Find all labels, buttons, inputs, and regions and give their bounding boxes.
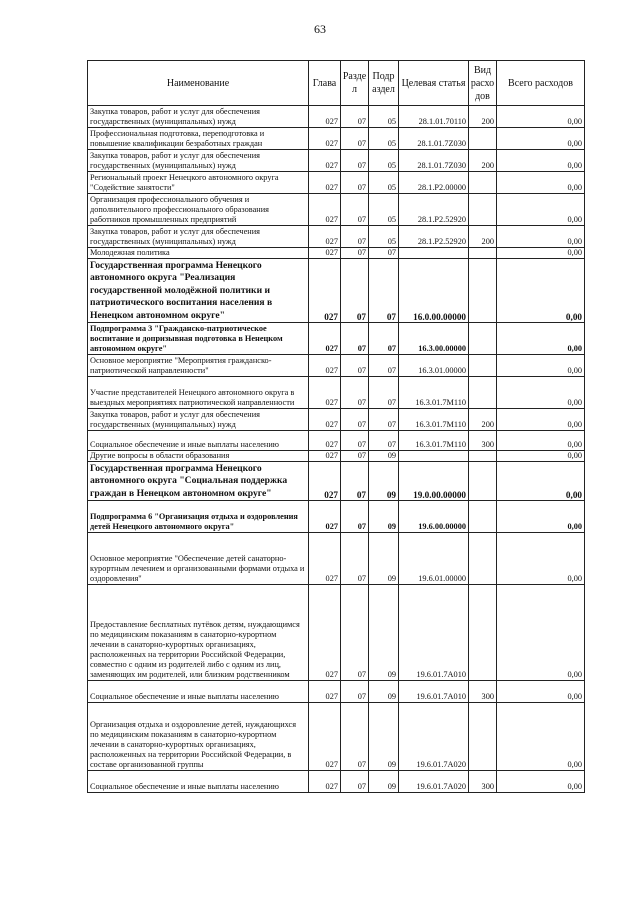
row-chapter: 027 xyxy=(309,150,341,172)
row-subsection: 07 xyxy=(369,431,399,451)
row-section: 07 xyxy=(341,501,369,533)
header-section: Разде л xyxy=(341,61,369,106)
row-name: Другие вопросы в области образования xyxy=(88,451,309,462)
row-target-article: 16.3.01.00000 xyxy=(399,355,469,377)
row-chapter: 027 xyxy=(309,462,341,501)
row-section: 07 xyxy=(341,703,369,771)
row-section: 07 xyxy=(341,771,369,793)
table-row xyxy=(88,355,585,377)
row-chapter: 027 xyxy=(309,703,341,771)
row-chapter: 027 xyxy=(309,323,341,355)
row-target-article: 19.6.01.7A010 xyxy=(399,681,469,703)
row-subsection: 09 xyxy=(369,462,399,501)
row-name: Региональный проект Ненецкого автономного округа "Содействие занятости" xyxy=(88,172,309,194)
row-section: 07 xyxy=(341,259,369,323)
row-section: 07 xyxy=(341,106,369,128)
header-chapter: Глава xyxy=(309,61,341,106)
row-expense-type xyxy=(469,451,497,462)
row-section: 07 xyxy=(341,194,369,226)
row-name: Основное мероприятие "Обеспечение детей санаторно-курортным лечением и организованными формами отдыха и оздоровления" xyxy=(88,533,309,585)
row-target-article: 28.1.P2.00000 xyxy=(399,172,469,194)
row-subsection: 05 xyxy=(369,172,399,194)
row-total: 0,00 xyxy=(497,533,585,585)
row-expense-type xyxy=(469,501,497,533)
row-subsection: 05 xyxy=(369,128,399,150)
row-subsection: 07 xyxy=(369,248,399,259)
row-chapter: 027 xyxy=(309,501,341,533)
row-expense-type xyxy=(469,172,497,194)
table-row xyxy=(88,501,585,533)
row-total: 0,00 xyxy=(497,248,585,259)
table-row xyxy=(88,771,585,793)
row-subsection: 07 xyxy=(369,323,399,355)
row-expense-type xyxy=(469,259,497,323)
row-expense-type xyxy=(469,585,497,681)
table-row xyxy=(88,150,585,172)
row-chapter: 027 xyxy=(309,451,341,462)
row-chapter: 027 xyxy=(309,226,341,248)
row-expense-type: 200 xyxy=(469,150,497,172)
row-total: 0,00 xyxy=(497,172,585,194)
row-expense-type: 300 xyxy=(469,771,497,793)
row-subsection: 05 xyxy=(369,106,399,128)
row-section: 07 xyxy=(341,172,369,194)
table-row xyxy=(88,259,585,323)
table-row xyxy=(88,462,585,501)
row-name: Предоставление бесплатных путёвок детям, нуждающимся по медицинским показаниям в санаторно-курортном лечении в санаторно-курортных организациях, расположенных на территории Российской Федерации, совместно с одним из родителей либо с одним из лиц, заменяющих им родителей, или близким родственником xyxy=(88,585,309,681)
row-total: 0,00 xyxy=(497,409,585,431)
row-total: 0,00 xyxy=(497,451,585,462)
row-target-article: 28.1.P2.52920 xyxy=(399,226,469,248)
row-chapter: 027 xyxy=(309,771,341,793)
row-target-article: 16.3.01.7M110 xyxy=(399,409,469,431)
row-chapter: 027 xyxy=(309,681,341,703)
row-name: Социальное обеспечение и иные выплаты населению xyxy=(88,681,309,703)
row-chapter: 027 xyxy=(309,172,341,194)
row-name: Государственная программа Ненецкого автономного округа "Социальная поддержка граждан в Ненецком автономном округе" xyxy=(88,462,309,501)
row-subsection: 09 xyxy=(369,501,399,533)
row-chapter: 027 xyxy=(309,128,341,150)
table-row xyxy=(88,409,585,431)
row-section: 07 xyxy=(341,681,369,703)
row-section: 07 xyxy=(341,150,369,172)
table-row xyxy=(88,431,585,451)
row-target-article: 19.6.00.00000 xyxy=(399,501,469,533)
row-total: 0,00 xyxy=(497,355,585,377)
row-expense-type xyxy=(469,323,497,355)
row-section: 07 xyxy=(341,585,369,681)
row-total: 0,00 xyxy=(497,501,585,533)
table-row xyxy=(88,323,585,355)
row-total: 0,00 xyxy=(497,259,585,323)
row-name: Молодежная политика xyxy=(88,248,309,259)
row-section: 07 xyxy=(341,409,369,431)
row-subsection: 09 xyxy=(369,771,399,793)
row-target-article: 19.6.01.7A020 xyxy=(399,703,469,771)
row-target-article: 19.0.00.00000 xyxy=(399,462,469,501)
header-subsection: Подр аздел xyxy=(369,61,399,106)
table-row xyxy=(88,585,585,681)
table-header-row xyxy=(88,61,585,106)
row-name: Профессиональная подготовка, переподготовка и повышение квалификации безработных граждан xyxy=(88,128,309,150)
row-name: Организация профессионального обучения и дополнительного профессионального образования работников промышленных предприятий xyxy=(88,194,309,226)
header-expense-type: Вид расхо дов xyxy=(469,61,497,106)
row-target-article: 16.3.00.00000 xyxy=(399,323,469,355)
row-name: Подпрограмма 6 "Организация отдыха и оздоровления детей Ненецкого автономного округа" xyxy=(88,501,309,533)
row-target-article: 19.6.01.7A020 xyxy=(399,771,469,793)
table-row xyxy=(88,377,585,409)
row-total: 0,00 xyxy=(497,106,585,128)
row-subsection: 05 xyxy=(369,150,399,172)
row-name: Государственная программа Ненецкого автономного округа "Реализация государственной молодёжной политики и патриотического воспитания населения в Ненецком автономном округе" xyxy=(88,259,309,323)
row-target-article: 28.1.01.7Z030 xyxy=(399,128,469,150)
row-total: 0,00 xyxy=(497,462,585,501)
page-number: 63 xyxy=(314,22,326,36)
row-total: 0,00 xyxy=(497,150,585,172)
table-row xyxy=(88,248,585,259)
row-subsection: 09 xyxy=(369,585,399,681)
row-chapter: 027 xyxy=(309,533,341,585)
row-subsection: 05 xyxy=(369,194,399,226)
row-total: 0,00 xyxy=(497,226,585,248)
row-name: Закупка товаров, работ и услуг для обеспечения государственных (муниципальных) нужд xyxy=(88,226,309,248)
row-expense-type: 300 xyxy=(469,431,497,451)
row-chapter: 027 xyxy=(309,377,341,409)
row-chapter: 027 xyxy=(309,585,341,681)
row-expense-type: 300 xyxy=(469,681,497,703)
row-expense-type xyxy=(469,377,497,409)
table-row xyxy=(88,226,585,248)
row-target-article: 16.0.00.00000 xyxy=(399,259,469,323)
row-expense-type: 200 xyxy=(469,226,497,248)
row-target-article xyxy=(399,451,469,462)
row-target-article: 16.3.01.7M110 xyxy=(399,377,469,409)
row-section: 07 xyxy=(341,226,369,248)
row-section: 07 xyxy=(341,462,369,501)
row-name: Подпрограмма 3 "Гражданско-патриотическое воспитание и допризывная подготовка в Ненецком автономном округе" xyxy=(88,323,309,355)
row-subsection: 09 xyxy=(369,681,399,703)
row-total: 0,00 xyxy=(497,585,585,681)
row-target-article: 28.1.01.70110 xyxy=(399,106,469,128)
row-section: 07 xyxy=(341,377,369,409)
row-section: 07 xyxy=(341,355,369,377)
header-total: Всего расходов xyxy=(497,61,585,106)
table-row xyxy=(88,194,585,226)
row-chapter: 027 xyxy=(309,259,341,323)
row-name: Социальное обеспечение и иные выплаты населению xyxy=(88,771,309,793)
row-expense-type xyxy=(469,194,497,226)
row-subsection: 05 xyxy=(369,226,399,248)
row-target-article: 19.6.01.00000 xyxy=(399,533,469,585)
row-section: 07 xyxy=(341,128,369,150)
row-target-article: 28.1.01.7Z030 xyxy=(399,150,469,172)
row-expense-type xyxy=(469,355,497,377)
row-chapter: 027 xyxy=(309,106,341,128)
row-subsection: 07 xyxy=(369,259,399,323)
row-name: Участие представителей Ненецкого автономного округа в выездных мероприятиях патриотической направленности xyxy=(88,377,309,409)
row-name: Социальное обеспечение и иные выплаты населению xyxy=(88,431,309,451)
row-target-article: 28.1.P2.52920 xyxy=(399,194,469,226)
row-expense-type xyxy=(469,703,497,771)
table-row xyxy=(88,128,585,150)
table-row xyxy=(88,451,585,462)
row-total: 0,00 xyxy=(497,703,585,771)
row-section: 07 xyxy=(341,323,369,355)
row-name: Закупка товаров, работ и услуг для обеспечения государственных (муниципальных) нужд xyxy=(88,106,309,128)
row-subsection: 07 xyxy=(369,355,399,377)
row-expense-type: 200 xyxy=(469,409,497,431)
header-name: Наименование xyxy=(88,61,309,106)
table-row xyxy=(88,172,585,194)
row-subsection: 07 xyxy=(369,409,399,431)
row-expense-type xyxy=(469,248,497,259)
table-row xyxy=(88,681,585,703)
row-subsection: 07 xyxy=(369,377,399,409)
row-section: 07 xyxy=(341,248,369,259)
row-target-article: 19.6.01.7A010 xyxy=(399,585,469,681)
row-expense-type: 200 xyxy=(469,106,497,128)
table-row xyxy=(88,106,585,128)
table-row xyxy=(88,703,585,771)
row-total: 0,00 xyxy=(497,771,585,793)
row-name: Закупка товаров, работ и услуг для обеспечения государственных (муниципальных) нужд xyxy=(88,409,309,431)
row-chapter: 027 xyxy=(309,355,341,377)
row-chapter: 027 xyxy=(309,409,341,431)
row-total: 0,00 xyxy=(497,431,585,451)
row-total: 0,00 xyxy=(497,377,585,409)
row-chapter: 027 xyxy=(309,248,341,259)
row-section: 07 xyxy=(341,533,369,585)
row-subsection: 09 xyxy=(369,703,399,771)
row-target-article xyxy=(399,248,469,259)
row-expense-type xyxy=(469,462,497,501)
budget-table xyxy=(87,60,585,793)
row-section: 07 xyxy=(341,451,369,462)
row-expense-type xyxy=(469,128,497,150)
row-name: Основное мероприятие "Мероприятия гражданско-патриотической направленности" xyxy=(88,355,309,377)
row-name: Закупка товаров, работ и услуг для обеспечения государственных (муниципальных) нужд xyxy=(88,150,309,172)
row-total: 0,00 xyxy=(497,128,585,150)
row-subsection: 09 xyxy=(369,533,399,585)
row-chapter: 027 xyxy=(309,194,341,226)
row-target-article: 16.3.01.7M110 xyxy=(399,431,469,451)
header-target-article: Целевая статья xyxy=(399,61,469,106)
row-subsection: 09 xyxy=(369,451,399,462)
row-section: 07 xyxy=(341,431,369,451)
row-total: 0,00 xyxy=(497,681,585,703)
row-total: 0,00 xyxy=(497,323,585,355)
row-total: 0,00 xyxy=(497,194,585,226)
table-row xyxy=(88,533,585,585)
row-name: Организация отдыха и оздоровление детей, нуждающихся по медицинским показаниям в санаторно-курортном лечении в санаторно-курортных организациях, расположенных на территории Российской Федерации, в составе организованной группы xyxy=(88,703,309,771)
row-chapter: 027 xyxy=(309,431,341,451)
row-expense-type xyxy=(469,533,497,585)
